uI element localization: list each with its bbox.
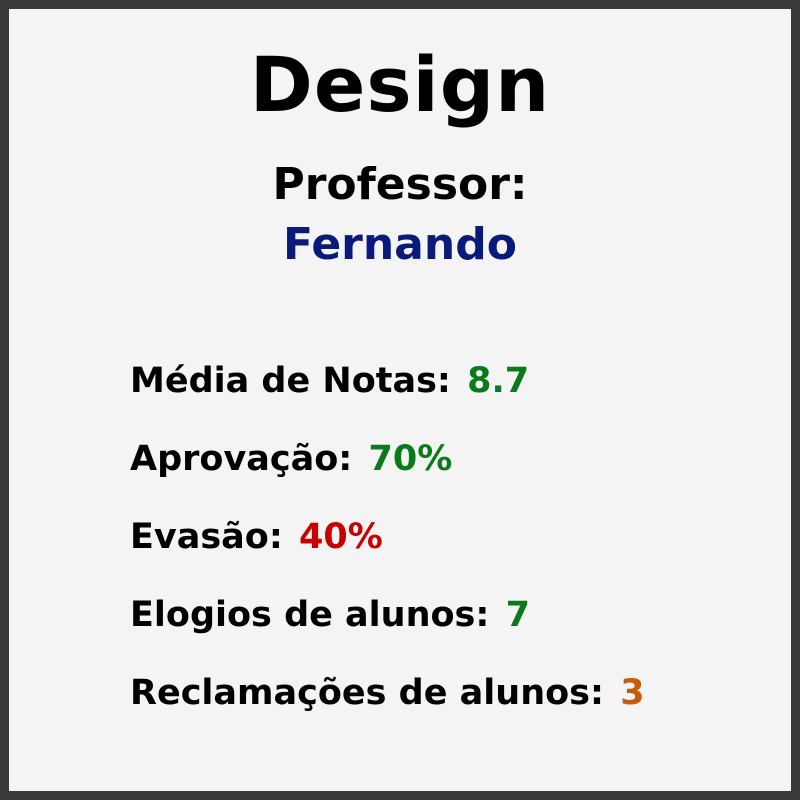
stat-media-notas: [130, 357, 645, 435]
stat-aprovacao: [130, 435, 645, 513]
stat-label: Média de Notas:: [130, 361, 451, 401]
stat-value: 70%: [368, 439, 453, 479]
stat-value: 7: [505, 595, 530, 635]
stat-value: 8.7: [467, 361, 530, 401]
stat-reclamacoes: [130, 669, 645, 747]
stat-label: Reclamações de alunos:: [130, 673, 604, 713]
stat-value: 3: [620, 673, 645, 713]
stat-evasao: [130, 513, 645, 591]
stat-value: 40%: [299, 517, 383, 557]
professor-label: Professor:: [272, 159, 528, 210]
stat-elogios: [130, 591, 645, 669]
professor-name: Fernando: [283, 219, 517, 270]
stat-label: Aprovação:: [130, 439, 353, 479]
stat-label: Evasão:: [130, 517, 283, 557]
stat-label: Elogios de alunos:: [130, 595, 490, 635]
course-title: Design: [249, 40, 551, 129]
stats-list: [130, 357, 645, 747]
